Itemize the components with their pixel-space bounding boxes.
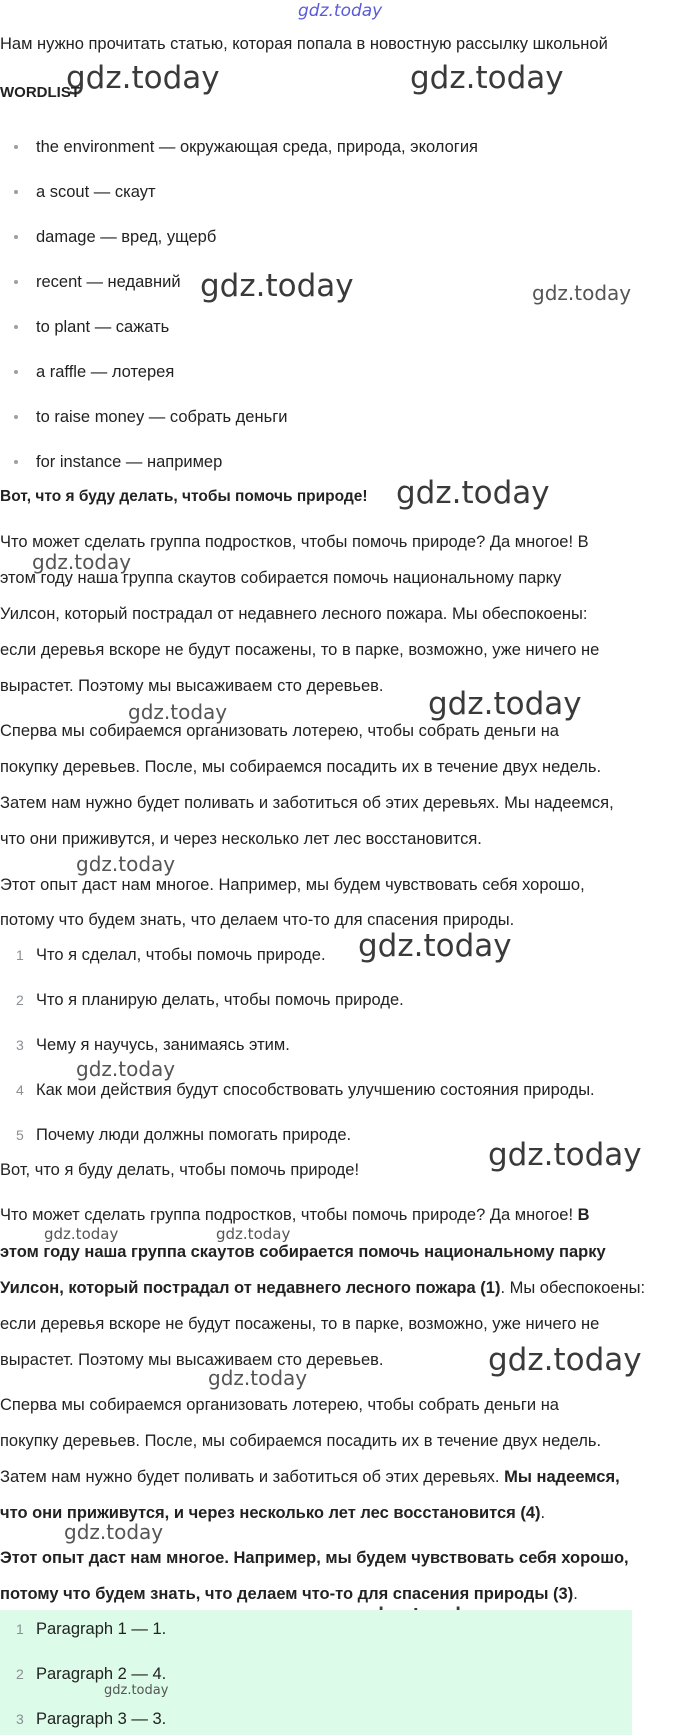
- watermark: gdz.today: [358, 928, 512, 964]
- article-line: потому что будем знать, что делаем что-то для спасения природы.: [0, 911, 515, 929]
- article-line: вырастет. Поэтому мы высаживаем сто деревьев.: [0, 677, 384, 695]
- watermark: gdz.today: [488, 1342, 642, 1378]
- article-title: Вот, что я буду делать, чтобы помочь природе!: [0, 488, 368, 505]
- watermark: gdz.today: [532, 281, 632, 305]
- watermark: gdz.today: [32, 550, 132, 574]
- article-line: что они приживутся, и через несколько лет лес восстановится (4).: [0, 1504, 546, 1522]
- article-line: Затем нам нужно будет поливать и заботиться об этих деревьях. Мы надеемся,: [0, 1468, 620, 1486]
- article-line: вырастет. Поэтому мы высаживаем сто деревьев.: [0, 1351, 384, 1369]
- article-line: этом году наша группа скаутов собирается помочь национальному парку: [0, 569, 562, 587]
- watermark: gdz.today: [216, 1225, 291, 1243]
- watermark: gdz.today: [128, 700, 228, 724]
- watermark-top: gdz.today: [298, 1, 383, 21]
- watermark: gdz.today: [44, 1225, 119, 1243]
- watermark: gdz.today: [200, 268, 354, 304]
- wordlist-heading: WORDLIST: [0, 84, 80, 101]
- watermark: gdz.today: [66, 60, 220, 96]
- intro-text: Нам нужно прочитать статью, которая попала в новостную рассылку школьной: [0, 35, 608, 53]
- article-title-2: Вот, что я буду делать, чтобы помочь природе!: [0, 1161, 360, 1179]
- article-line: Сперва мы собираемся организовать лотерею, чтобы собрать деньги на: [0, 1396, 559, 1414]
- watermark: gdz.today: [76, 852, 176, 876]
- article-line: Уилсон, который пострадал от недавнего лесного пожара. Мы обеспокоены:: [0, 605, 588, 623]
- article-line: Этот опыт даст нам многое. Например, мы будем чувствовать себя хорошо,: [0, 876, 585, 894]
- article-line: покупку деревьев. После, мы собираемся посадить их в течение двух недель.: [0, 758, 602, 776]
- watermark: gdz.today: [64, 1520, 164, 1544]
- article-line: Уилсон, который пострадал от недавнего лесного пожара (1). Мы обеспокоены:: [0, 1279, 646, 1297]
- article-line: если деревья вскоре не будут посажены, то в парке, возможно, уже ничего не: [0, 1315, 600, 1333]
- watermark: gdz.today: [396, 475, 550, 511]
- article-line: Что может сделать группа подростков, чтобы помочь природе? Да многое! В: [0, 533, 589, 551]
- article-line: Этот опыт даст нам многое. Например, мы будем чувствовать себя хорошо,: [0, 1549, 629, 1567]
- article-line: Что может сделать группа подростков, чтобы помочь природе? Да многое! В: [0, 1206, 590, 1224]
- watermark: gdz.today: [410, 60, 564, 96]
- watermark: gdz.today: [104, 1683, 169, 1698]
- watermark: gdz.today: [488, 1137, 642, 1173]
- article-line: этом году наша группа скаутов собирается помочь национальному парку: [0, 1243, 606, 1261]
- article-line: если деревья вскоре не будут посажены, то в парке, возможно, уже ничего не: [0, 641, 600, 659]
- article-line: что они приживутся, и через несколько лет лес восстановится.: [0, 830, 482, 848]
- article-line: потому что будем знать, что делаем что-то для спасения природы (3).: [0, 1585, 578, 1603]
- article-line: Затем нам нужно будет поливать и заботиться об этих деревьях. Мы надеемся,: [0, 794, 614, 812]
- article-line: покупку деревьев. После, мы собираемся посадить их в течение двух недель.: [0, 1432, 602, 1450]
- watermark: gdz.today: [76, 1057, 176, 1081]
- watermark: gdz.today: [208, 1366, 308, 1390]
- watermark: gdz.today: [428, 686, 582, 722]
- article-line: Сперва мы собираемся организовать лотерею, чтобы собрать деньги на: [0, 722, 559, 740]
